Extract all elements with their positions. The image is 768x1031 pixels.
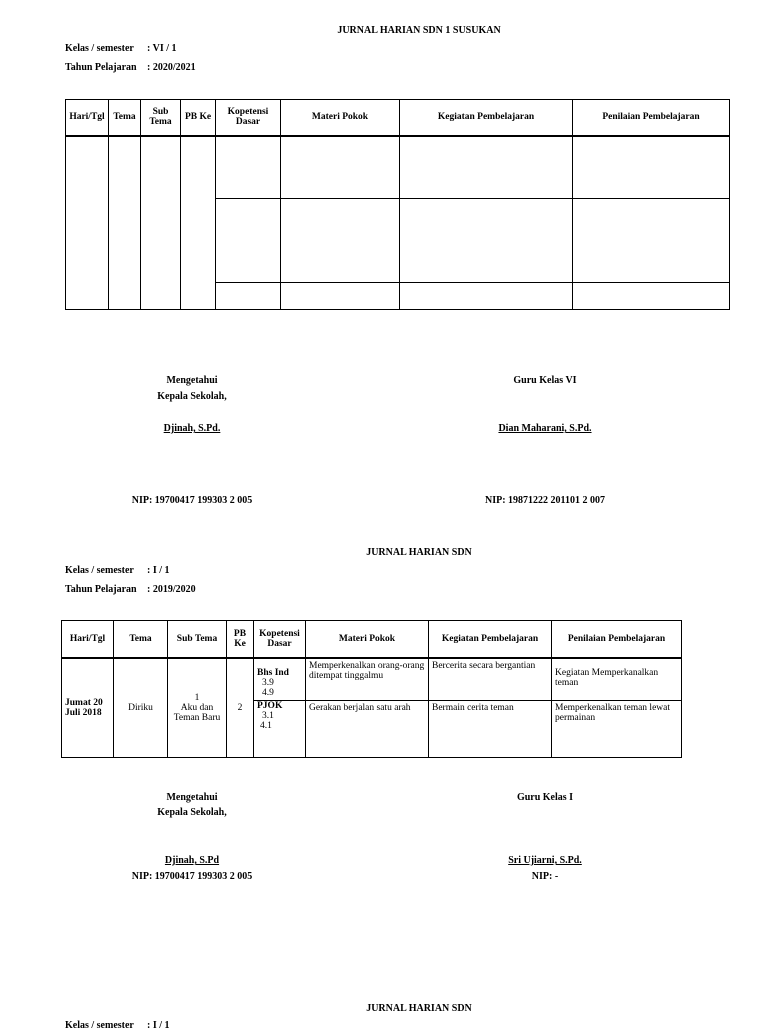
cell-hari-tgl — [62, 658, 114, 758]
section1-sign-right-line1: Guru Kelas VI — [513, 375, 577, 386]
header-kompetensi-dasar: Kopetensi Dasar — [254, 621, 306, 658]
cell-penilaian: Memperkenalkan teman lewat permainan — [552, 700, 682, 757]
header-hari-tgl: Hari/Tgl — [62, 621, 114, 658]
cell-kompetensi-dasar — [216, 283, 281, 310]
header-penilaian-pembelajaran: Penilaian Pembelajaran — [573, 100, 730, 136]
section1-headmaster-nip: NIP: 19700417 199303 2 005 — [131, 495, 253, 506]
kd1-code-a: 3.9 — [262, 677, 274, 688]
subtema-number: 1 — [194, 692, 200, 703]
section2-title: JURNAL HARIAN SDN — [366, 547, 472, 558]
cell-kegiatan — [400, 199, 573, 283]
section2-headmaster-nip: NIP: 19700417 199303 2 005 — [131, 871, 253, 882]
cell-kompetensi-dasar — [254, 658, 306, 701]
section1-sign-left-line2: Kepala Sekolah, — [157, 391, 227, 402]
section1-teacher-nip: NIP: 19871222 201101 2 007 — [485, 495, 605, 506]
section1-tahun-value: : 2020/2021 — [147, 62, 196, 73]
cell-materi-pokok — [281, 283, 400, 310]
header-materi-pokok: Materi Pokok — [281, 100, 400, 136]
section2-sign-left-line2: Kepala Sekolah, — [157, 807, 227, 818]
cell-penilaian — [573, 283, 730, 310]
cell-kegiatan — [400, 136, 573, 199]
header-pb-ke: PB Ke — [227, 621, 254, 658]
cell-kegiatan: Bermain cerita teman — [429, 700, 552, 757]
kd2-code-b: 4.1 — [260, 720, 272, 731]
cell-penilaian: Kegiatan Memperkanalkan teman — [552, 658, 682, 701]
table-row — [62, 658, 682, 701]
header-kegiatan-pembelajaran: Kegiatan Pembelajaran — [429, 621, 552, 658]
section1-kelas-value: : VI / 1 — [147, 43, 177, 54]
cell-kompetensi-dasar — [216, 199, 281, 283]
section2-sign-left-line1: Mengetahui — [166, 792, 218, 803]
section3-kelas-label: Kelas / semester — [65, 1020, 134, 1031]
section2-teacher-nip: NIP: - — [531, 871, 559, 882]
section1-journal-table — [65, 99, 730, 310]
section2-headmaster-name: Djinah, S.Pd — [164, 855, 220, 866]
cell-pb-ke: 2 — [227, 658, 254, 758]
cell-hari-tgl — [66, 136, 109, 310]
section2-teacher-name: Sri Ujiarni, S.Pd. — [508, 855, 582, 866]
subtema-line1: Aku dan — [180, 702, 214, 713]
section1-teacher-name: Dian Maharani, S.Pd. — [498, 423, 592, 434]
header-sub-tema: Sub Tema — [168, 621, 227, 658]
table-row — [66, 136, 730, 199]
section2-sign-right-line1: Guru Kelas I — [516, 792, 574, 803]
cell-materi-pokok: Memperkenalkan orang-orang ditempat tinggalmu — [306, 658, 429, 701]
kd1-code-b: 4.9 — [262, 687, 274, 698]
cell-penilaian — [573, 136, 730, 199]
section2-kelas-label: Kelas / semester — [65, 565, 134, 576]
header-tema: Tema — [109, 100, 141, 136]
section3-title: JURNAL HARIAN SDN — [366, 1003, 472, 1014]
cell-kegiatan — [400, 283, 573, 310]
cell-sub-tema — [168, 658, 227, 758]
cell-kegiatan: Bercerita secara bergantian — [429, 658, 552, 701]
cell-pb-ke — [181, 136, 216, 310]
header-penilaian-pembelajaran: Penilaian Pembelajaran — [552, 621, 682, 658]
cell-tema — [109, 136, 141, 310]
section2-tahun-label: Tahun Pelajaran — [65, 584, 137, 595]
header-kegiatan-pembelajaran: Kegiatan Pembelajaran — [400, 100, 573, 136]
header-sub-tema: Sub Tema — [141, 100, 181, 136]
hari-line2: Juli 2018 — [65, 707, 102, 718]
section2-tahun-value: : 2019/2020 — [147, 584, 196, 595]
header-tema: Tema — [114, 621, 168, 658]
section1-tahun-label: Tahun Pelajaran — [65, 62, 137, 73]
header-kompetensi-dasar: Kopetensi Dasar — [216, 100, 281, 136]
cell-kompetensi-dasar — [254, 700, 306, 757]
header-hari-tgl: Hari/Tgl — [66, 100, 109, 136]
section1-title: JURNAL HARIAN SDN 1 SUSUKAN — [337, 25, 501, 36]
cell-tema: Diriku — [114, 658, 168, 758]
section1-headmaster-name: Djinah, S.Pd. — [163, 423, 221, 434]
header-pb-ke: PB Ke — [181, 100, 216, 136]
section1-sign-left-line1: Mengetahui — [166, 375, 218, 386]
section2-journal-table — [61, 620, 682, 758]
cell-materi-pokok — [281, 136, 400, 199]
cell-kompetensi-dasar — [216, 136, 281, 199]
cell-materi-pokok — [281, 199, 400, 283]
header-materi-pokok: Materi Pokok — [306, 621, 429, 658]
cell-penilaian — [573, 199, 730, 283]
kd2-code-a: 3.1 — [262, 710, 274, 721]
section2-kelas-value: : I / 1 — [147, 565, 170, 576]
cell-sub-tema — [141, 136, 181, 310]
section1-kelas-label: Kelas / semester — [65, 43, 134, 54]
kd1-subject: Bhs Ind — [257, 667, 289, 678]
cell-materi-pokok: Gerakan berjalan satu arah — [306, 700, 429, 757]
kd2-subject: PJOK — [257, 700, 283, 711]
subtema-line2: Teman Baru — [173, 712, 221, 723]
hari-line1: Jumat 20 — [65, 697, 103, 708]
section3-kelas-value: : I / 1 — [147, 1020, 170, 1031]
